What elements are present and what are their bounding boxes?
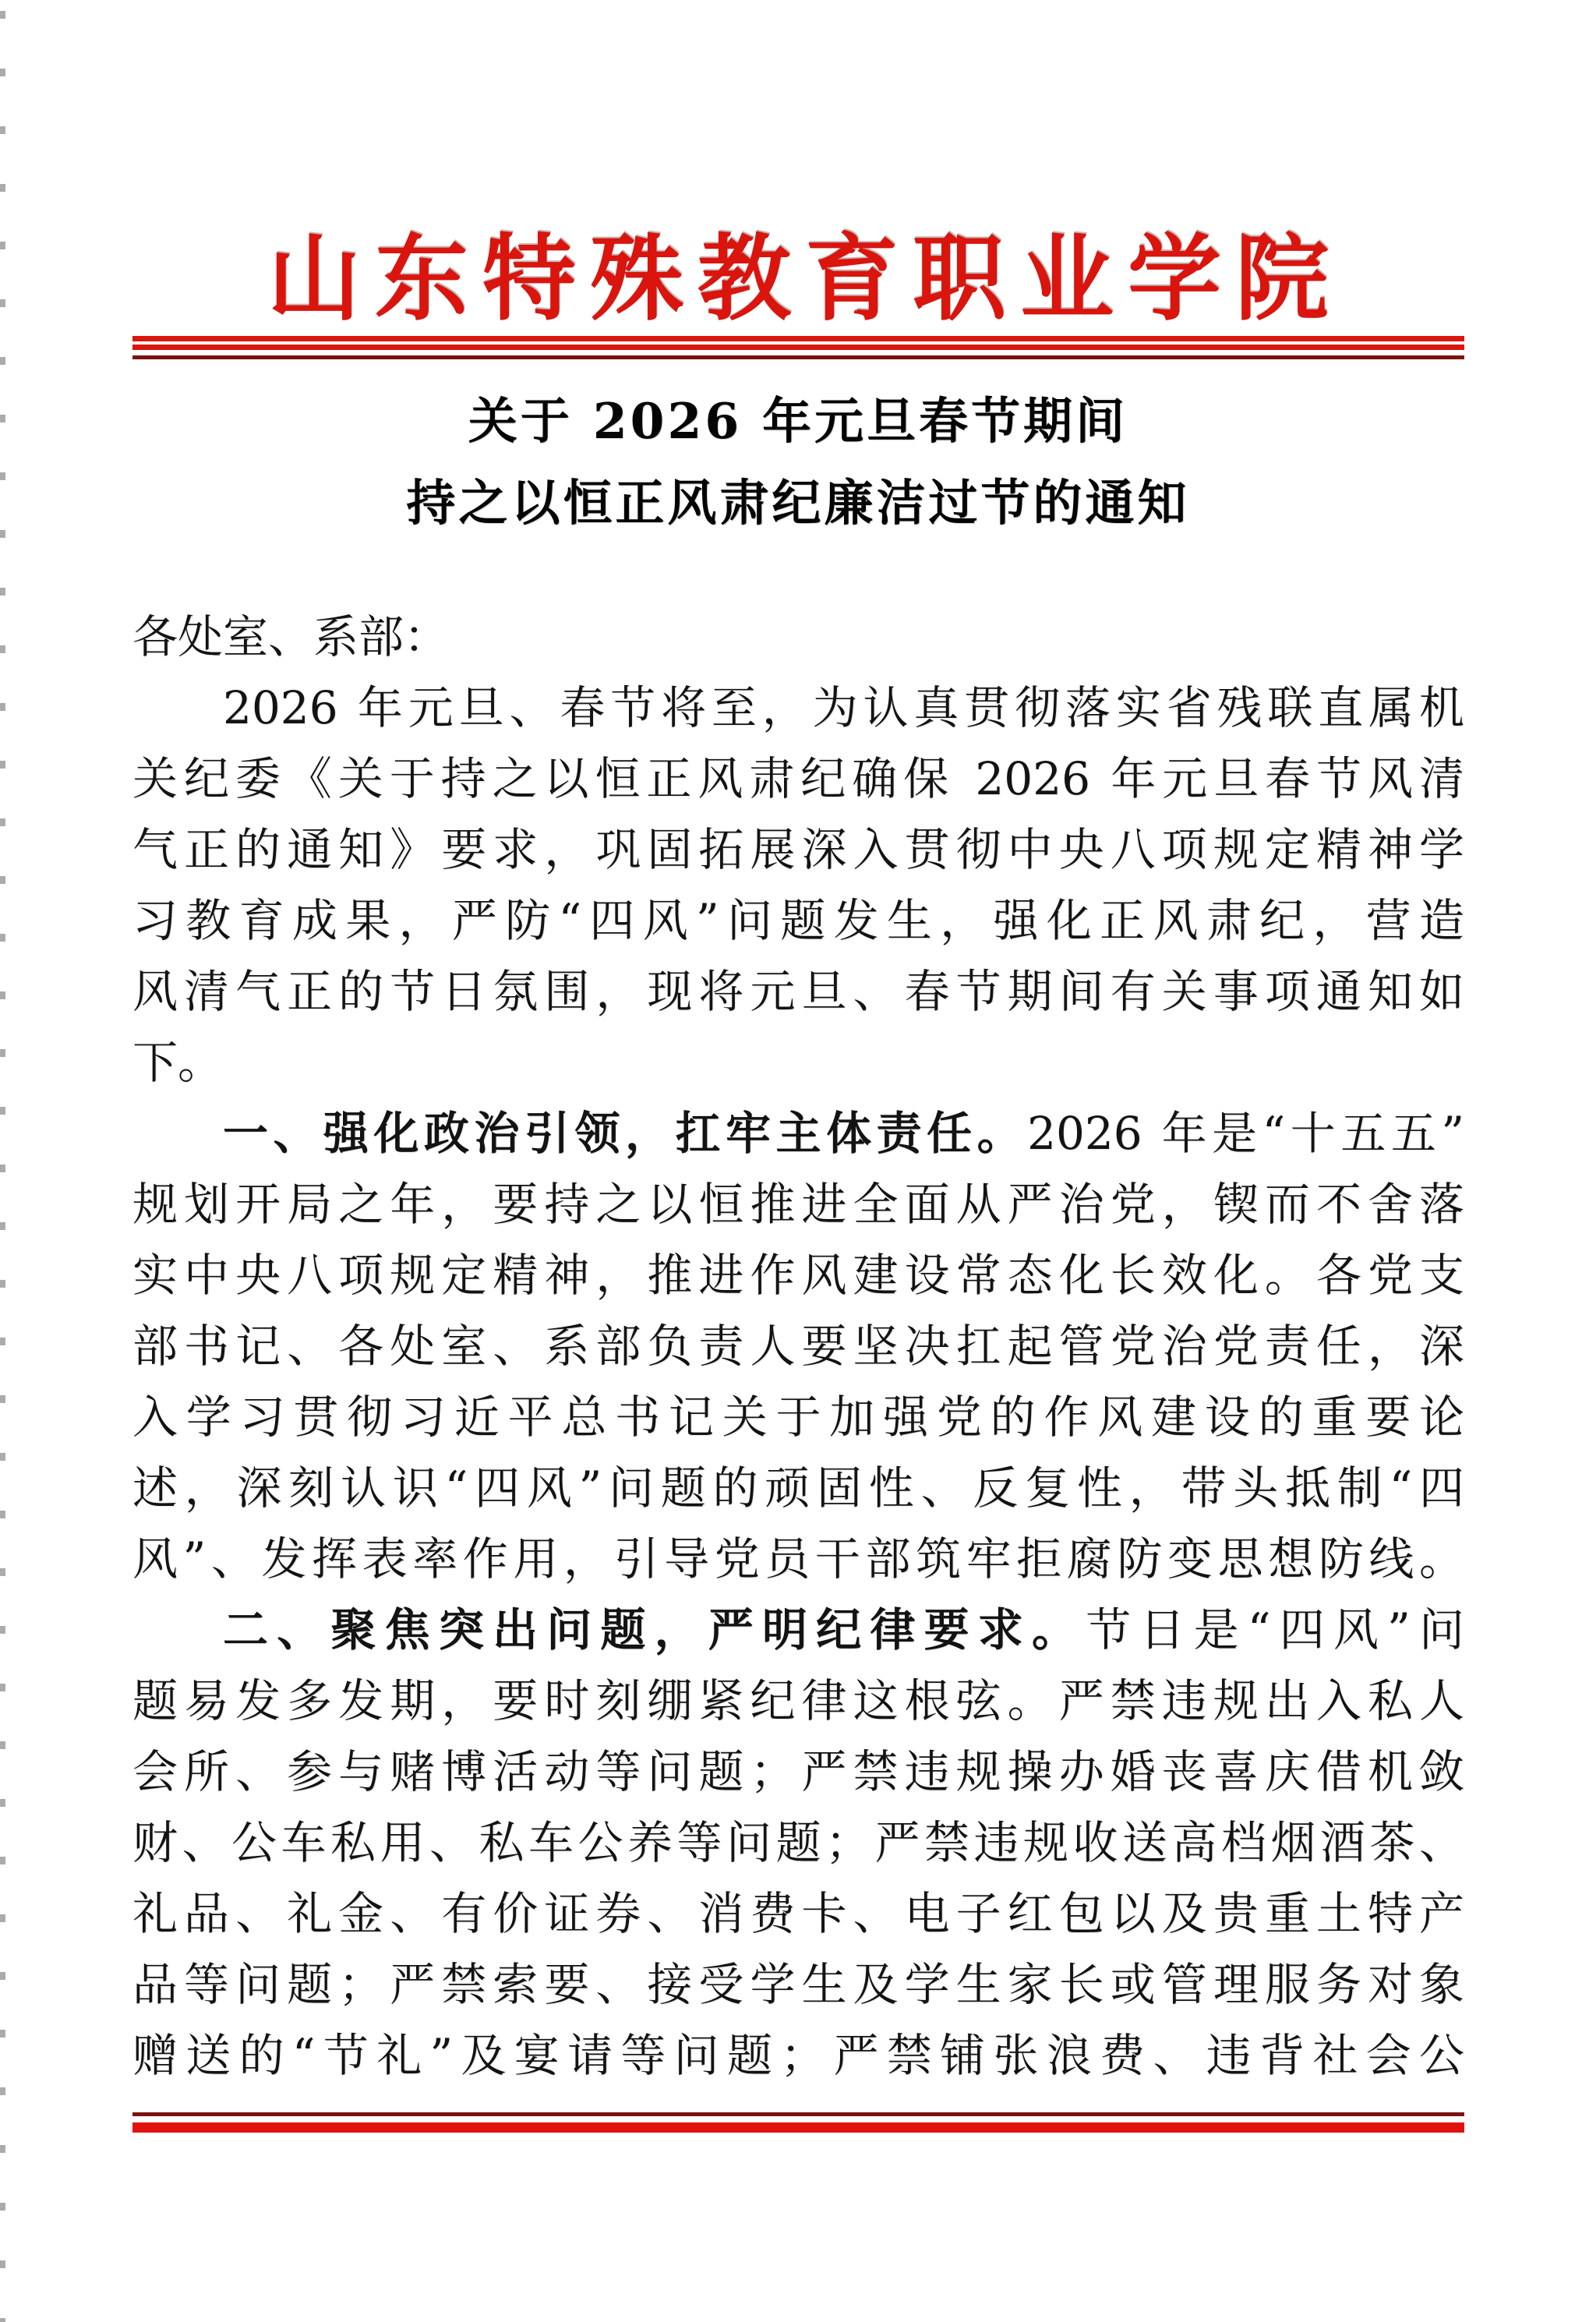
body-line	[132, 673, 1464, 744]
body-run: 会所、参与赌博活动等问题；严禁违规操办婚丧喜庆借机敛	[132, 1745, 1464, 1798]
body-run: 风”、发挥表率作用，引导党员干部筑牢拒腐防变思想防线。	[132, 1532, 1464, 1585]
body-line	[132, 885, 1464, 956]
body-run: 2026 年元旦、春节将至，为认真贯彻落实省残联直属机	[223, 681, 1464, 734]
body-line	[132, 1878, 1464, 1949]
body-line	[132, 956, 1464, 1027]
body-line	[132, 602, 1464, 673]
header-rule-top-thin	[132, 355, 1464, 359]
body-run: 入学习贯彻习近平总书记关于加强党的作风建设的重要论	[132, 1391, 1464, 1444]
body-line	[132, 815, 1464, 885]
body-line	[132, 1666, 1464, 1737]
body-run: 关纪委《关于持之以恒正风肃纪确保 2026 年元旦春节风清	[132, 752, 1464, 805]
body-run: 礼品、礼金、有价证券、消费卡、电子红包以及贵重土特产	[132, 1887, 1464, 1940]
body-run: 述，深刻认识“四风”问题的顽固性、反复性，带头抵制“四	[132, 1461, 1464, 1514]
body-line	[132, 1808, 1464, 1878]
body-line	[132, 1027, 1464, 1098]
body-run: 各处室、系部：	[132, 610, 450, 663]
body-run: 下。	[132, 1036, 224, 1089]
body-line	[132, 1595, 1464, 1666]
body-line	[132, 1311, 1464, 1382]
footer-rule-thin	[132, 2112, 1464, 2116]
header-rule-top-2	[132, 345, 1464, 350]
document-title	[0, 380, 1596, 544]
body-line	[132, 1240, 1464, 1311]
footer-rule-thick	[132, 2122, 1464, 2133]
body-run: 品等问题；严禁索要、接受学生及学生家长或管理服务对象	[132, 1958, 1464, 2011]
body-line	[132, 1949, 1464, 2020]
header-rule-top-1	[132, 336, 1464, 341]
body-run-bold: 一、强化政治引领，扛牢主体责任。	[223, 1107, 1028, 1160]
body-line	[132, 1737, 1464, 1808]
body-run-bold: 二、聚焦突出问题，严明纪律要求。	[223, 1603, 1086, 1656]
body-run: 气正的通知》要求，巩固拓展深入贯彻中央八项规定精神学	[132, 823, 1464, 876]
body-line	[132, 2020, 1464, 2091]
body-text	[132, 602, 1464, 2091]
body-run: 赠送的“节礼”及宴请等问题；严禁铺张浪费、违背社会公	[132, 2029, 1464, 2082]
letterhead-title: 山东特殊教育职业学院	[267, 224, 1343, 334]
body-line	[132, 744, 1464, 815]
body-run: 财、公车私用、私车公养等问题；严禁违规收送高档烟酒茶、	[132, 1816, 1464, 1869]
body-run: 实中央八项规定精神，推进作风建设常态化长效化。各党支	[132, 1249, 1464, 1302]
document-title-line2: 持之以恒正风肃纪廉洁过节的通知	[406, 474, 1190, 532]
body-run: 题易发多发期，要时刻绷紧纪律这根弦。严禁违规出入私人	[132, 1674, 1464, 1727]
body-run: 风清气正的节日氛围，现将元旦、春节期间有关事项通知如	[132, 965, 1464, 1018]
scan-edge-artifacts	[0, 11, 5, 2322]
body-run: 部书记、各处室、系部负责人要坚决扛起管党治党责任，深	[132, 1320, 1464, 1373]
body-line	[132, 1382, 1464, 1453]
body-run: 节日是“四风”问	[1086, 1603, 1464, 1656]
body-line	[132, 1453, 1464, 1524]
document-title-line1: 关于 2026 年元旦春节期间	[468, 392, 1128, 450]
body-run: 规划开局之年，要持之以恒推进全面从严治党，锲而不舍落	[132, 1178, 1464, 1231]
body-line	[132, 1524, 1464, 1595]
body-run: 2026 年是“十五五”	[1027, 1107, 1464, 1160]
body-run: 习教育成果，严防“四风”问题发生，强化正风肃纪，营造	[132, 894, 1464, 947]
body-line	[132, 1169, 1464, 1240]
body-line	[132, 1098, 1464, 1169]
